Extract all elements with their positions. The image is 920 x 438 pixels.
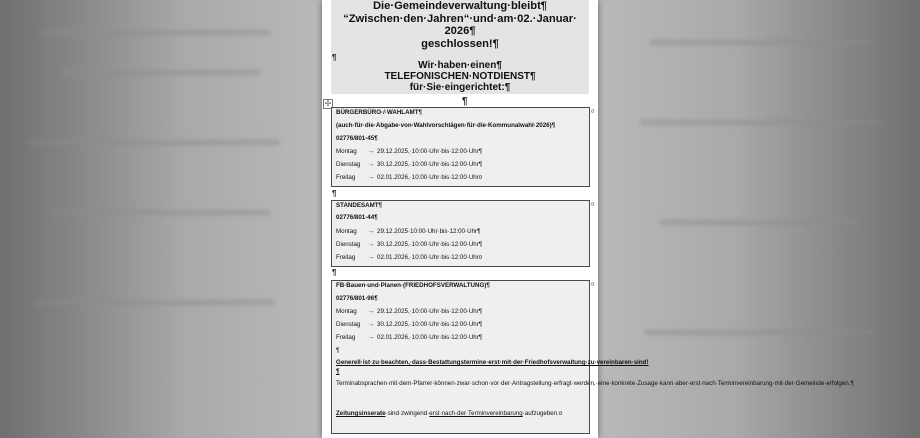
- header-notice-line: für·Sie·eingerichtet:¶: [409, 81, 511, 93]
- schedule-row: [336, 161, 482, 169]
- info-paragraph: Terminabsprachen·mit·dem·Pfarrer·können·zwar·schon·vor·der·Antragstellung·erfragt·werden,·eine·konkrete·Zusage·kann·aber·erst·nach·Terminvereinbarung·mit·der·Gemeinde·erfolgen.¶: [336, 380, 854, 387]
- pilcrow-mark: ¶: [332, 189, 337, 198]
- background-text-blur: [645, 330, 875, 335]
- time-text: 02.01.2026,·10:00·Uhr·bis·12:00·Uhr¶: [377, 334, 483, 341]
- pilcrow-mark: ¶: [462, 96, 468, 107]
- tab-arrow: →: [368, 254, 375, 261]
- schedule-row: [336, 308, 482, 316]
- time-text: 02.01.2026,·10:00·Uhr·bis·12:00·Uhr¤: [377, 174, 483, 181]
- schedule-row: [336, 321, 482, 329]
- day-label: Freitag: [336, 334, 356, 341]
- tab-arrow: →: [368, 321, 375, 328]
- cell-end-marker: ¤: [591, 202, 595, 208]
- time-text: 30.12.2025,·10:00·Uhr·bis·12:00·Uhr¶: [377, 241, 483, 248]
- background-text-blur: [660, 220, 860, 225]
- tab-arrow: →: [368, 174, 375, 181]
- pilcrow-mark: ¶: [336, 347, 340, 354]
- section-note: (auch·für·die·Abgabe·von·Wahlvorschlägen·für·die·Kommunalwahl·2026)¶: [336, 122, 556, 129]
- day-label: Montag: [336, 228, 357, 235]
- time-text: 02.01.2026,·10:00·Uhr·bis·12:00·Uhr¤: [377, 254, 483, 261]
- time-text: 29.12.2025,·10:00·Uhr·bis·12:00·Uhr¶: [377, 148, 483, 155]
- background-text-blur: [35, 300, 275, 305]
- tab-arrow: →: [368, 161, 375, 168]
- header-title-line: 2026¶: [444, 25, 476, 38]
- day-label: Freitag: [336, 174, 356, 181]
- pilcrow-mark: ¶: [332, 268, 337, 277]
- schedule-row: [336, 174, 482, 182]
- header-title-line: “Zwischen·den·Jahren“·und·am·02.·Januar·: [343, 12, 577, 25]
- background-text-blur: [60, 70, 260, 75]
- schedule-row: [336, 334, 482, 342]
- schedule-row: [336, 228, 480, 236]
- background-text-blur: [50, 210, 270, 215]
- header-title-line: geschlossen!¶: [421, 37, 499, 50]
- section-phone: 02776/801-44¶: [336, 214, 378, 221]
- tab-arrow: →: [368, 228, 375, 235]
- day-label: Montag: [336, 148, 357, 155]
- time-text: 29.12.2025,·10:00·Uhr·bis·12:00·Uhr¶: [377, 308, 483, 315]
- info-box-buergerbuero: [331, 107, 590, 187]
- background-text-blur: [30, 140, 280, 145]
- ads-emphasis: erst·nach·der·Terminvereinbarung: [429, 410, 523, 417]
- time-text: 29.12.2025·10:00·Uhr·bis·12:00·Uhr¶: [377, 228, 481, 235]
- section-phone: 02776/801-45¶: [336, 135, 378, 142]
- tab-arrow: →: [368, 148, 375, 155]
- section-title: STANDESAMT¶: [336, 202, 382, 209]
- info-box-friedhofsverwaltung: [331, 280, 854, 434]
- header-title-line: Die·Gemeindeverwaltung·bleibt¶: [372, 0, 548, 12]
- info-box-standesamt: [331, 200, 590, 267]
- important-notice: Generell·ist·zu·beachten,·dass·Bestattungstermine·erst·mit·der·Friedhofsverwaltung·zu·vereinbaren·sind!¶: [336, 359, 649, 375]
- ads-mid: ·sind·zwingend·: [385, 410, 430, 417]
- tab-arrow: →: [368, 308, 375, 315]
- ads-paragraph: [336, 410, 584, 419]
- ads-lead: Zeitungsinserate: [336, 410, 386, 417]
- document-page: [322, 0, 854, 438]
- tab-arrow: →: [368, 334, 375, 341]
- header-notice-line: Wir·haben·einen¶: [418, 60, 502, 72]
- schedule-row: [336, 148, 482, 156]
- day-label: Montag: [336, 308, 357, 315]
- time-text: 30.12.2025,·10:00·Uhr·bis·12:00·Uhr¶: [377, 321, 483, 328]
- background-text-blur: [40, 30, 270, 35]
- cell-end-marker: ¤: [591, 109, 595, 115]
- pilcrow-mark: ¶: [332, 53, 337, 62]
- cell-end-marker: ¤: [591, 282, 595, 288]
- tab-arrow: →: [368, 241, 375, 248]
- day-label: Dienstag: [336, 321, 361, 328]
- day-label: Dienstag: [336, 161, 361, 168]
- section-title: BÜRGERBÜRO·/·WAHLAMT¶: [336, 109, 422, 116]
- ads-end: ·aufzugeben.¤: [522, 410, 563, 417]
- schedule-row: [336, 241, 482, 249]
- day-label: Dienstag: [336, 241, 361, 248]
- move-cross-icon[interactable]: ✢: [324, 99, 332, 108]
- day-label: Freitag: [336, 254, 356, 261]
- background-text-blur: [650, 40, 870, 45]
- time-text: 30.12.2025,·10:00·Uhr·bis·12:00·Uhr¶: [377, 161, 483, 168]
- announcement-header: [331, 0, 589, 94]
- background-text-blur: [640, 120, 880, 125]
- header-notice-line: TELEFONISCHEN·NOTDIENST¶: [384, 70, 536, 82]
- section-phone: 02776/801-96¶: [336, 295, 378, 302]
- schedule-row: [336, 254, 482, 262]
- section-title: FB·Bauen·und·Planen·(FRIEDHOFSVERWALTUNG)¶: [336, 282, 490, 289]
